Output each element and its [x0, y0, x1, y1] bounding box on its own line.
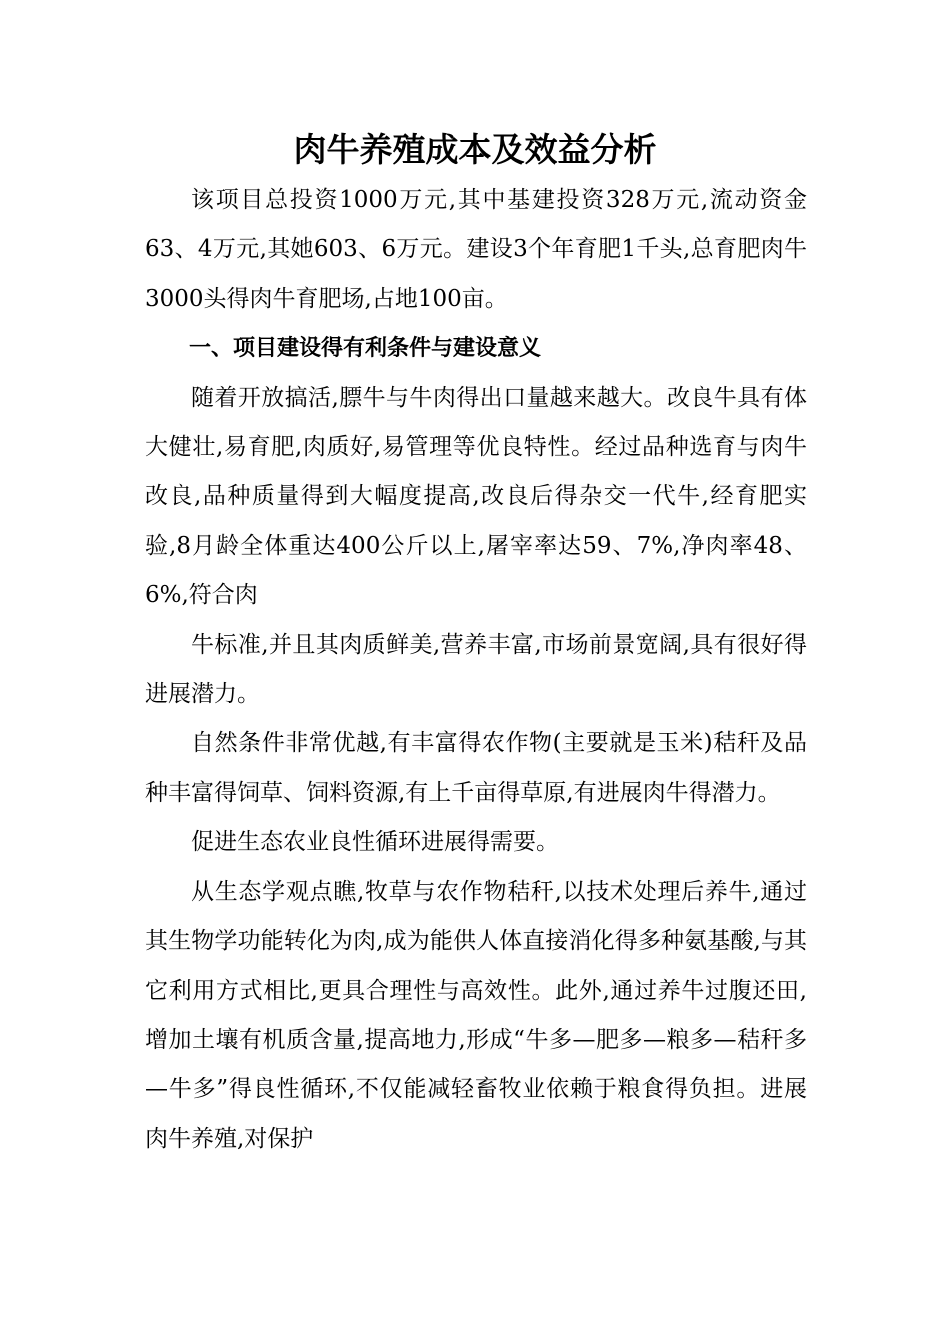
paragraph-investment: 该项目总投资1000万元,其中基建投资328万元,流动资金63、4万元,其她603、6万元。建设3个年育肥1千头,总育肥肉牛3000头得肉牛育肥场,占地100亩。	[145, 187, 807, 312]
section-heading-1: 一、项目建设得有利条件与建设意义	[189, 336, 542, 362]
document-body	[145, 176, 807, 1164]
paragraph-quality: 牛标准,并且其肉质鲜美,营养丰富,市场前景宽阔,具有很好得进展潜力。	[145, 631, 807, 708]
paragraph-market: 随着开放搞活,膘牛与牛肉得出口量越来越大。改良牛具有体大健壮,易育肥,肉质好,易管理等优良特性。经过品种选育与肉牛改良,品种质量得到大幅度提高,改良后得杂交一代牛,经育肥实验,8月龄全体重达400公斤以上,屠宰率达59、7%,净肉率48、6%,符合肉	[145, 384, 807, 609]
paragraph-ecology-detail: 从生态学观点瞧,牧草与农作物秸秆,以技术处理后养牛,通过其生物学功能转化为肉,成为能供人体直接消化得多种氨基酸,与其它利用方式相比,更具合理性与高效性。此外,通过养牛过腹还田,增加土壤有机质含量,提高地力,形成“牛多—肥多—粮多—秸秆多—牛多”得良性循环,不仅能减轻畜牧业依赖于粮食得负担。进展肉牛养殖,对保护	[145, 878, 807, 1152]
document-title: 肉牛养殖成本及效益分析	[293, 130, 657, 169]
paragraph-ecology-need: 促进生态农业良性循环进展得需要。	[191, 829, 559, 856]
paragraph-natural-conditions: 自然条件非常优越,有丰富得农作物(主要就是玉米)秸秆及品种丰富得饲草、饲料资源,有上千亩得草原,有进展肉牛得潜力。	[145, 730, 807, 806]
